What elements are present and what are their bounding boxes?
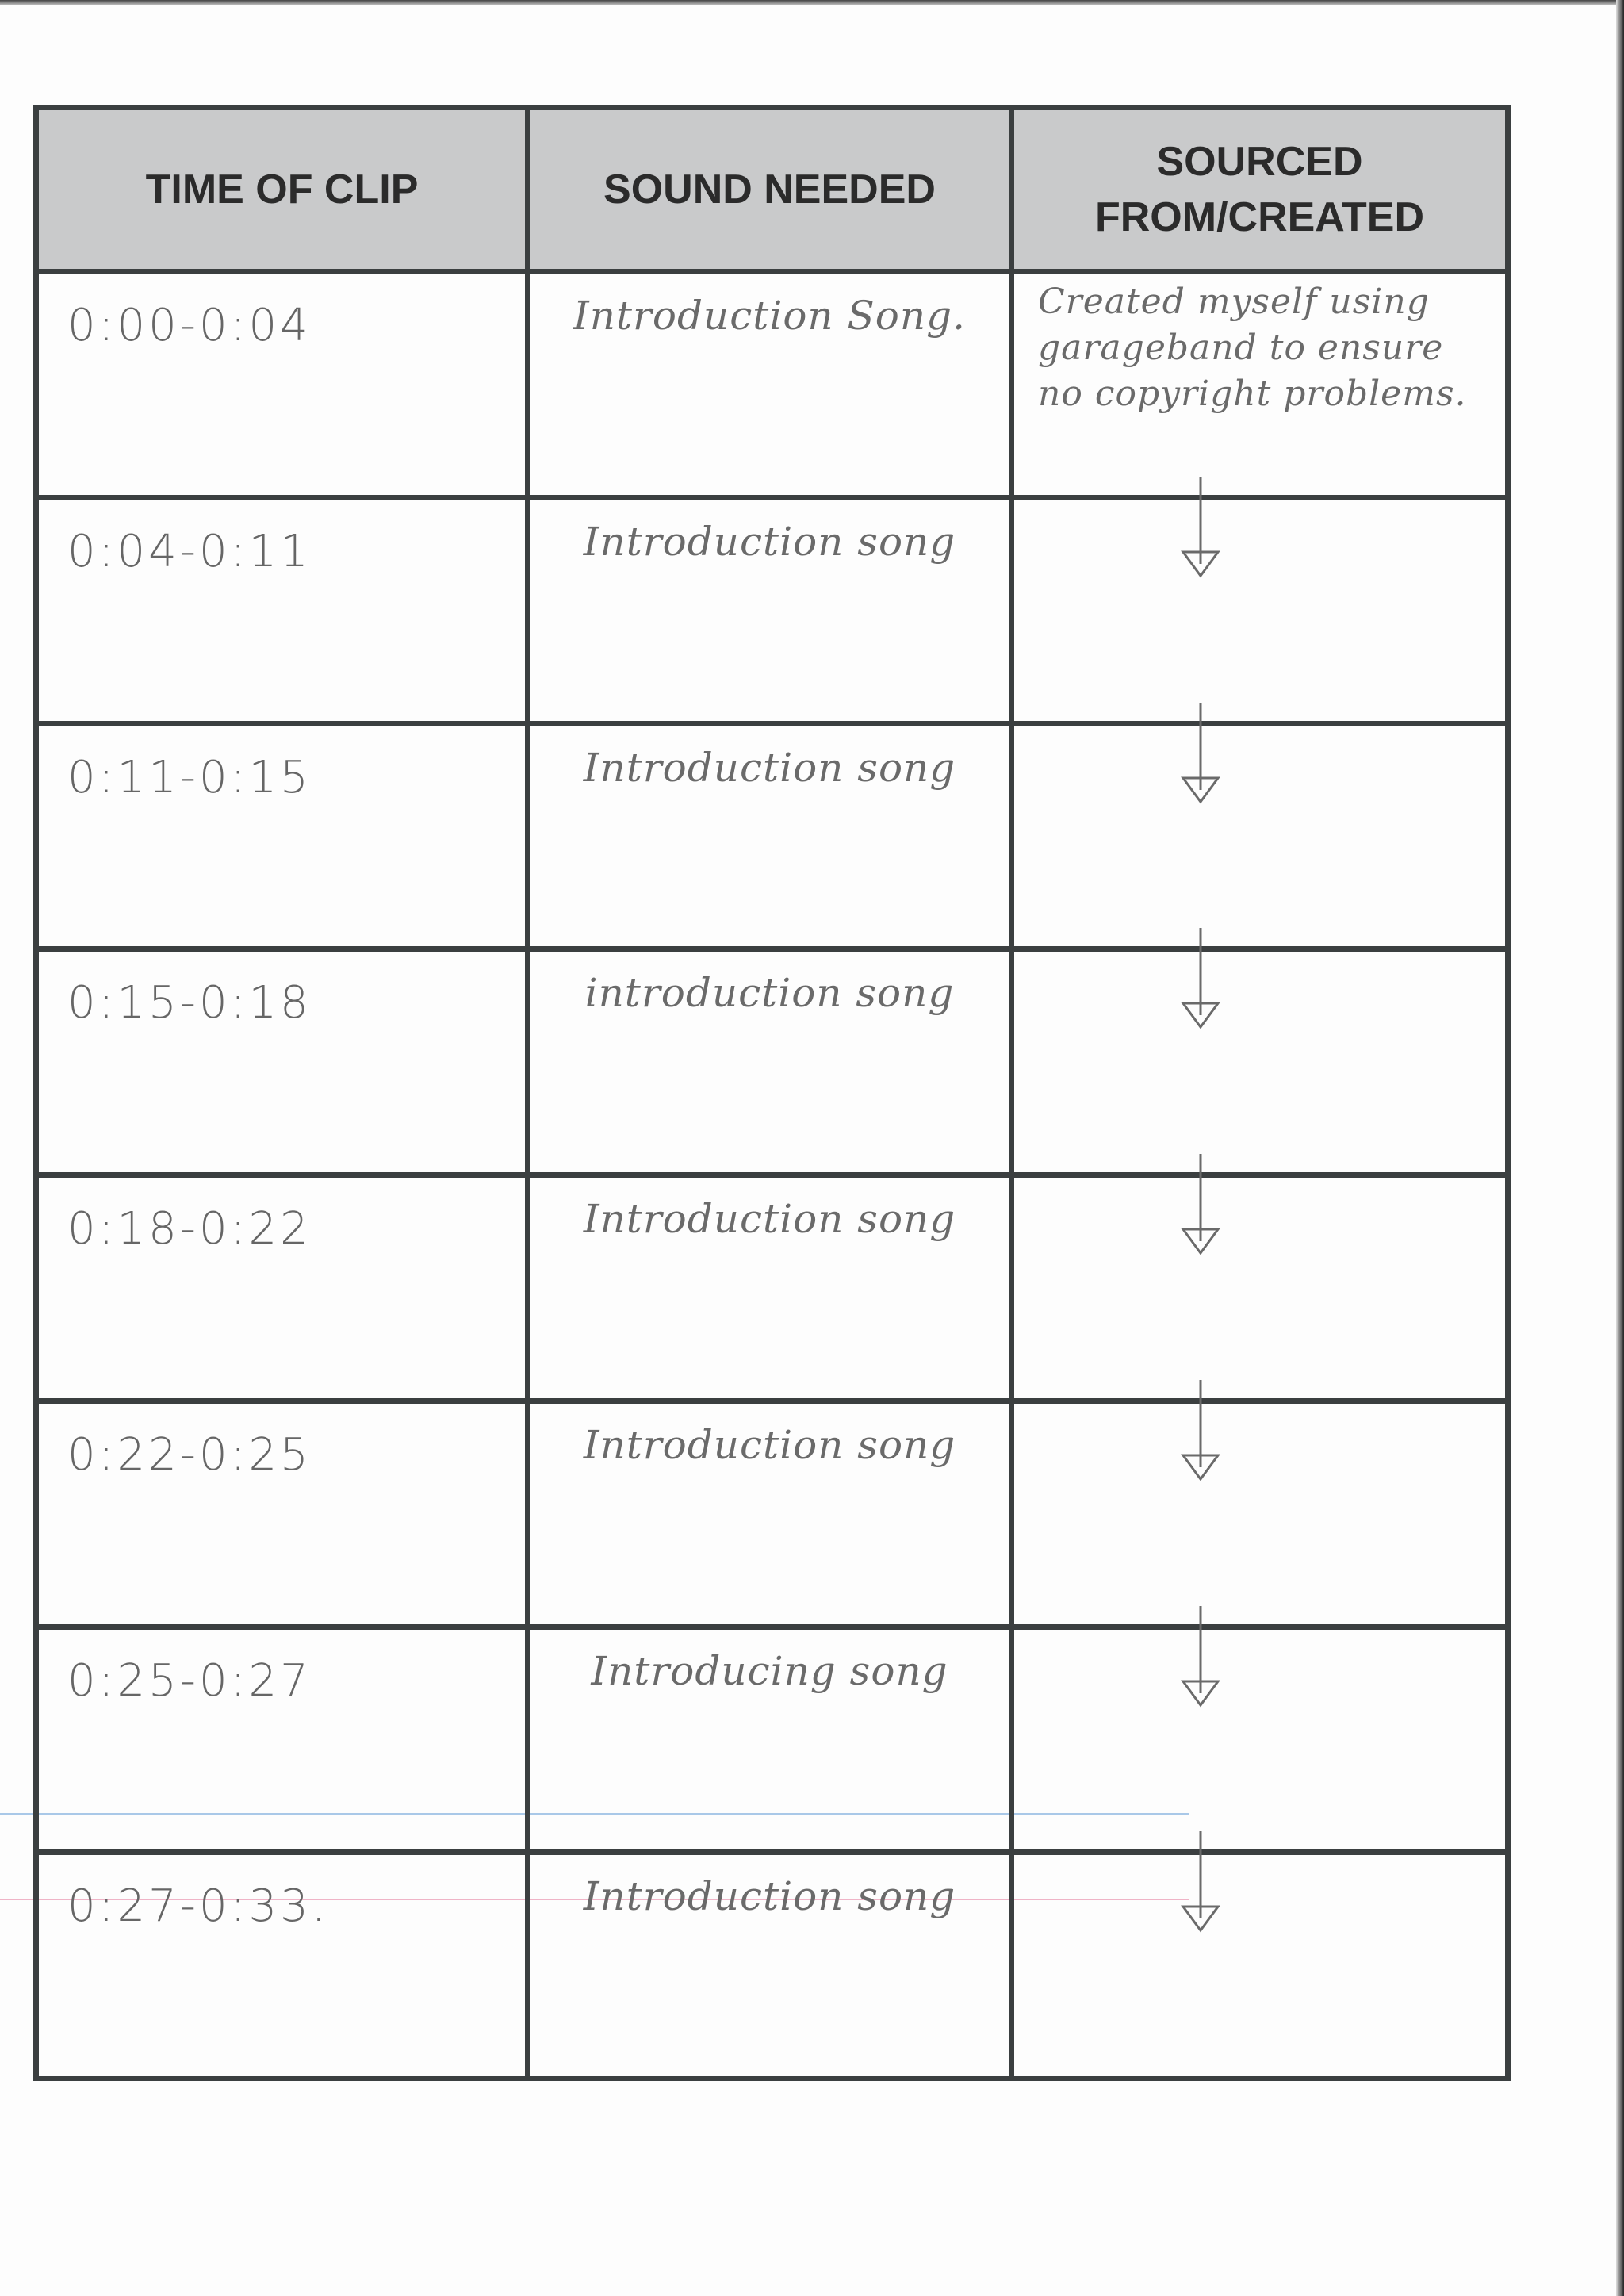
sound-log-table xyxy=(33,105,1511,2081)
clip-time: 0:22-0:25 xyxy=(67,1428,312,1481)
sound-needed-text: Introducing song xyxy=(591,1647,948,1694)
down-arrow-ditto-icon xyxy=(1177,1380,1224,1499)
cell-sourced-from xyxy=(1012,272,1508,498)
cell-time-of-clip xyxy=(36,1627,528,1853)
cell-sourced-from xyxy=(1012,1853,1508,2079)
sound-needed-text: Introduction song xyxy=(583,1196,956,1242)
clip-time: 0:15-0:18 xyxy=(67,977,312,1029)
cell-sound-needed xyxy=(528,1401,1012,1627)
cell-sourced-from xyxy=(1012,949,1508,1175)
down-arrow-ditto-icon xyxy=(1177,1831,1224,1950)
clip-time: 0:27-0:33. xyxy=(67,1880,329,1933)
table-row xyxy=(36,272,1508,498)
header-sourced-from-created: SOURCED FROM/CREATED xyxy=(1012,108,1508,272)
cell-sound-needed xyxy=(528,1175,1012,1401)
cell-sound-needed xyxy=(528,1853,1012,2079)
clip-time: 0:18-0:22 xyxy=(67,1203,312,1255)
table-row xyxy=(36,1401,1508,1627)
cell-sourced-from xyxy=(1012,1175,1508,1401)
down-arrow-ditto-icon xyxy=(1177,1606,1224,1725)
table-row xyxy=(36,1175,1508,1401)
cell-sourced-from xyxy=(1012,1401,1508,1627)
sound-needed-text: Introduction song xyxy=(583,518,956,565)
cell-time-of-clip xyxy=(36,1853,528,2079)
sound-needed-text: Introduction song xyxy=(583,1873,956,1920)
page-edge-top xyxy=(0,0,1624,5)
cell-sourced-from xyxy=(1012,497,1508,723)
cell-sourced-from xyxy=(1012,1627,1508,1853)
clip-time: 0:11-0:15 xyxy=(67,751,312,803)
cell-time-of-clip xyxy=(36,949,528,1175)
clip-time: 0:04-0:11 xyxy=(67,525,312,577)
cell-time-of-clip xyxy=(36,1401,528,1627)
sound-needed-text: Introduction Song. xyxy=(573,293,966,339)
cell-sound-needed xyxy=(528,1627,1012,1853)
cell-sound-needed xyxy=(528,949,1012,1175)
clip-time: 0:00-0:04 xyxy=(67,300,312,351)
page-edge-right xyxy=(1616,0,1624,2296)
down-arrow-ditto-icon xyxy=(1177,928,1224,1047)
table-row xyxy=(36,1627,1508,1853)
down-arrow-ditto-icon xyxy=(1177,477,1224,596)
sourced-from-text: Created myself using garageband to ensure no copyright problems. xyxy=(1038,282,1467,414)
down-arrow-ditto-icon xyxy=(1177,1154,1224,1273)
header-time-of-clip: TIME OF CLIP xyxy=(36,108,528,272)
header-row xyxy=(36,108,1508,272)
sound-needed-text: Introduction song xyxy=(583,1421,956,1468)
table-row xyxy=(36,949,1508,1175)
cell-sound-needed xyxy=(528,723,1012,949)
cell-time-of-clip xyxy=(36,272,528,498)
table-row xyxy=(36,723,1508,949)
table-row xyxy=(36,1853,1508,2079)
cell-time-of-clip xyxy=(36,723,528,949)
sound-needed-text: introduction song xyxy=(584,970,955,1017)
cell-sound-needed xyxy=(528,497,1012,723)
table-row xyxy=(36,497,1508,723)
sound-needed-text: Introduction song xyxy=(583,744,956,791)
header-sound-needed: SOUND NEEDED xyxy=(528,108,1012,272)
clip-time: 0:25-0:27 xyxy=(67,1654,312,1707)
cell-sound-needed xyxy=(528,272,1012,498)
cell-sourced-from xyxy=(1012,723,1508,949)
cell-time-of-clip xyxy=(36,497,528,723)
down-arrow-ditto-icon xyxy=(1177,703,1224,822)
cell-time-of-clip xyxy=(36,1175,528,1401)
